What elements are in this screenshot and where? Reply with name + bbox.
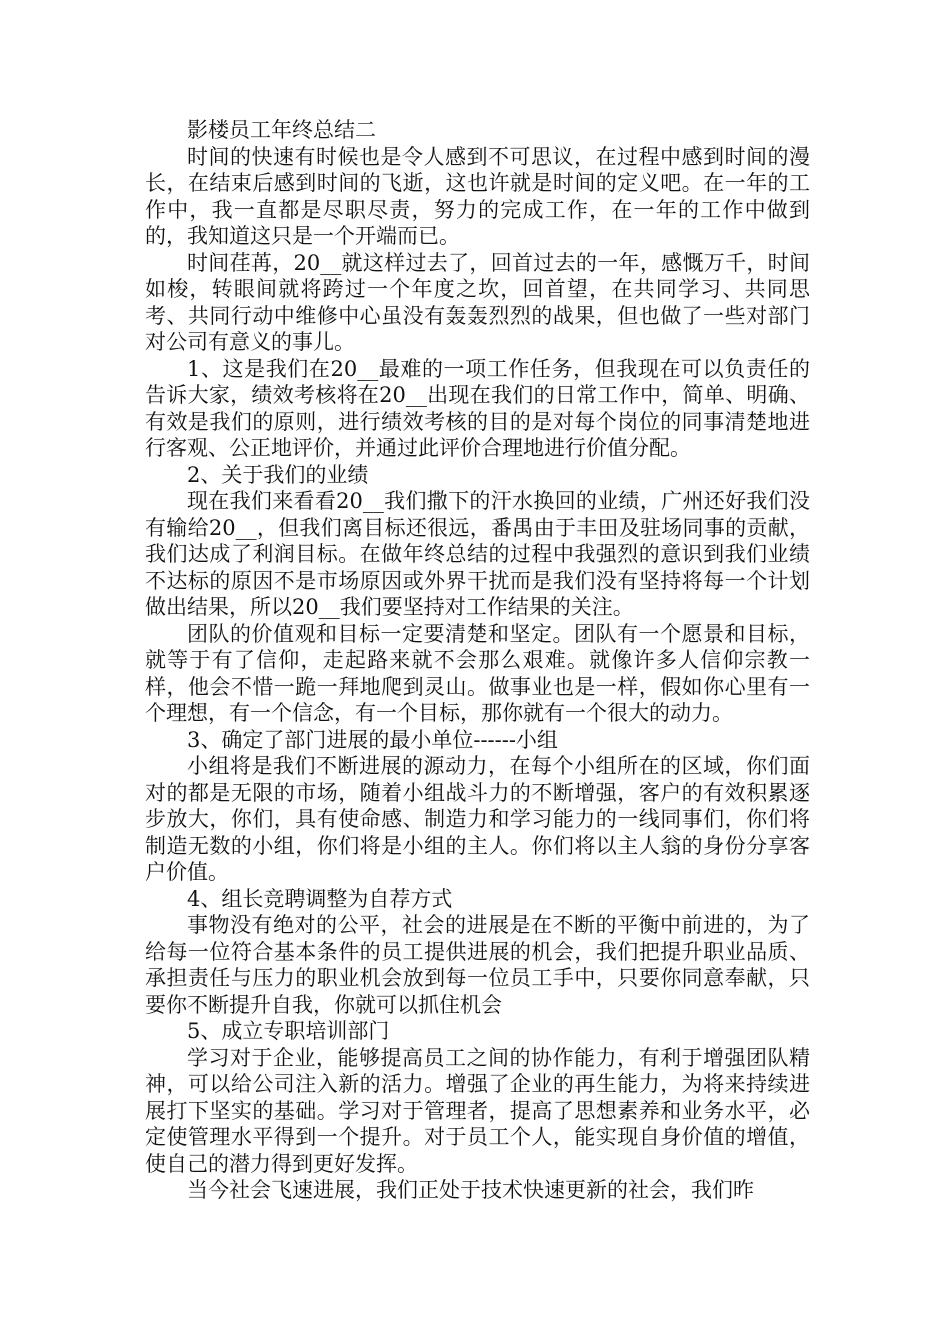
heading-item-5: 5、成立专职培训部门	[187, 1019, 390, 1043]
paragraph-results: 现在我们来看看20__我们撒下的汗水换回的业绩，广州还好我们没有输给20__，但我们离目标还很远，番禺由于丰田及驻场同事的贡献，我们达成了利润目标。在做年终总结的过程中我强烈的意识到我们业绩不达标的原因不是市场原因或外界干扰而是我们没有坚持将每一个计划做出结果，所以20__我们要坚持对工作结果的关注。	[145, 489, 810, 619]
paragraph-training: 学习对于企业，能够提高员工之间的协作能力，有利于增强团队精神，可以给公司注入新的活力。增强了企业的再生能力，为将来持续进展打下坚实的基础。学习对于管理者，提高了思想素养和业务水平，必定使管理水平得到一个提升。对于员工个人，能实现自身价值的增值，使自己的潜力得到更好发挥。	[145, 1045, 810, 1176]
document-page	[145, 117, 810, 1204]
document-title: 影楼员工年终总结二	[187, 118, 376, 142]
paragraph-team-values: 团队的价值观和目标一定要清楚和坚定。团队有一个愿景和目标，就等于有了信仰，走起路来就不会那么艰难。就像许多人信仰宗教一样，他会不惜一跪一拜地爬到灵山。做事业也是一样，假如你心里有一个理想，有一个信念，有一个目标，那你就有一个很大的动力。	[145, 621, 810, 725]
paragraph-item-1-performance-review: 1、这是我们在20__最难的一项工作任务，但我现在可以负责任的告诉大家，绩效考核将在20__出现在我们的日常工作中，简单、明确、有效是我们的原则，进行绩效考核的目的是对每个岗位的同事清楚地进行客观、公正地评价，并通过此评价合理地进行价值分配。	[145, 356, 810, 460]
paragraph-groups: 小组将是我们不断进展的源动力，在每个小组所在的区域，你们面对的都是无限的市场，随着小组战斗力的不断增强，客户的有效积累逐步放大，你们，具有使命感、制造力和学习能力的一线同事们，你们将制造无数的小组，你们将是小组的主人。你们将以主人翁的身份分享客户价值。	[145, 754, 810, 884]
heading-item-4: 4、组长竞聘调整为自荐方式	[187, 886, 453, 911]
heading-item-3: 3、确定了部门进展的最小单位------小组	[187, 727, 558, 752]
heading-item-2: 2、关于我们的业绩	[187, 462, 369, 487]
paragraph-time-intro: 时间的快速有时候也是令人感到不可思议，在过程中感到时间的漫长，在结束后感到时间的飞逝，这也许就是时间的定义吧。在一年的工作中，我一直都是尽职尽责，努力的完成工作，在一年的工作中做到的，我知道这只是一个开端而已。	[145, 144, 810, 248]
paragraph-society: 当今社会飞速进展，我们正处于技术快速更新的社会，我们昨	[187, 1178, 754, 1202]
paragraph-self-nomination: 事物没有绝对的公平，社会的进展是在不断的平衡中前进的，为了给每一位符合基本条件的员工提供进展的机会，我们把提升职业品质、承担责任与压力的职业机会放到每一位员工手中，只要你同意奉献，只要你不断提升自我，你就可以抓住机会	[145, 913, 810, 1017]
paragraph-year-review: 时间荏苒，20__就这样过去了，回首过去的一年，感慨万千，时间如梭，转眼间就将跨过一个年度之坎，回首望，在共同学习、共同思考、共同行动中维修中心虽没有轰轰烈烈的战果，但也做了一些对部门对公司有意义的事儿。	[145, 250, 810, 354]
